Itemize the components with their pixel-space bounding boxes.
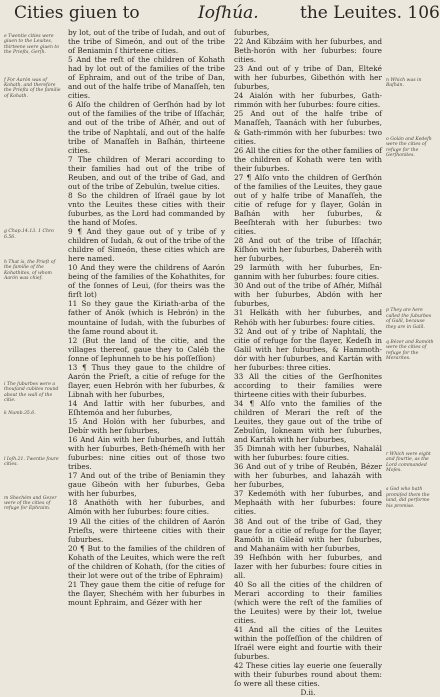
margin-note: r Which were eight and fourtie, as the Lord commanded Moſes. xyxy=(386,451,431,473)
right-text-column xyxy=(234,28,382,697)
verse: 22 And Kibzáim with her ſuburbes, and Beth-horón with her ſuburbes: foure cities. xyxy=(234,37,382,65)
verse: 20 ¶ But to the families of the children of Kohath of the Leuites, which were the reſt of the children of Kohath, (for the cities of their lot were out of the tribe of Ephraim) xyxy=(68,543,225,580)
left-text-column xyxy=(68,28,225,607)
verse: 23 And out of y tribe of Dan, Elteké with her ſuburbes, Gibethón with her ſuburbes, xyxy=(234,64,382,92)
margin-note: i The ſuburbes were a thouſand cubites round about the wall of the citie. xyxy=(4,381,59,403)
verse: 6 Alſo the children of Gerſhón had by lot out of the families of the tribe of Iſſachár, and out of the tribe of Aſhér, and out of the tribe of Naphtalí, and out of the halfe tribe of Manaſſeh in Baſhán, thirteene cities. xyxy=(68,100,225,155)
verse: 40 So all the cities of the children of Merari according to their families (which were the reſt of the families of the Leuites) were by their lot, twelue cities. xyxy=(234,579,382,626)
running-header xyxy=(0,3,440,23)
verse: ſuburbes, xyxy=(234,28,270,37)
verse: 34 ¶ Alſo vnto the families of the children of Merari the reſt of the Leuites, they gaue out of the tribe of Zebulún, Iokneam with her ſuburbes, and Kartáh with her ſuburbes, xyxy=(234,398,382,445)
verse: 25 And out of the halfe tribe of Manaſſeh, Taanách with her ſuburbes, & Gath-rimmón with her ſuburbes: two cities. xyxy=(234,109,382,146)
right-margin-notes xyxy=(386,28,436,596)
signature-mark: D.ii. xyxy=(300,688,316,697)
verse: 7 The children of Merari according to their families had out of the tribe of Reuben, and out of the tribe of Gad, and out of the tribe of Zebulún, twelue cities. xyxy=(68,154,225,191)
header-right: the Leuites. 106 xyxy=(300,3,440,23)
verse: 17 And out of the tribe of Beniamin they gaue Gibeón with her ſuburbes, Geba with her ſuburbes, xyxy=(68,471,225,499)
margin-note: p They are here called the ſuburbes of Galil, because they are in Galil. xyxy=(386,308,432,330)
verse: 15 And Holón with her ſuburbes, and Debír with her ſuburbes, xyxy=(68,417,225,436)
header-book-title: Ioſhúa. xyxy=(198,3,259,23)
verse: 37 Kedemóth with her ſuburbes, and Mephaáth with her ſuburbes: foure cities. xyxy=(234,489,382,517)
verse: 33 All the cities of the Gerſhonites according to their families were thirteene cities with their ſuburbes. xyxy=(234,371,382,399)
margin-note: n Which was in Baſhán. xyxy=(386,78,422,89)
verse: 12 (But the land of the citie, and the villages thereof, gaue they to Caléb the ſonne of Iephunneh to be his poſſeſſion) xyxy=(68,335,225,363)
margin-note: g Chap.14.13. 1 Chro 6.56. xyxy=(4,229,54,240)
verse: 14 And Iattír with her ſuburbes, and Eſhtemóa and her ſuburbes, xyxy=(68,398,225,417)
verse: 30 And out of the tribe of Aſhér, Miſhál with her ſuburbes, Abdón with her ſuburbes, xyxy=(234,281,382,309)
margin-note: s God who hath promiſed them the land, did performe his promise. xyxy=(386,487,430,509)
margin-note: l Ioſh.21. Twentie foure cities. xyxy=(4,456,59,468)
verse: 8 So the children of Iſraél gaue by lot vnto the Leuites these cities with their ſuburbes, as the Lord had commanded by the hand of Moſes. xyxy=(68,190,225,227)
verse: 26 All the cities for the other families of the children of Kohath were ten with their ſuburbes. xyxy=(234,145,382,173)
verse: by lot, out of the tribe of Iudah, and out of the tribe of Simeón, and out of the tribe of Beniamin ſ thirteene cities. xyxy=(68,28,225,56)
verse: 18 Anathóth with her ſuburbes, and Almón with her ſuburbes: foure cities. xyxy=(68,498,225,517)
margin-note: q Bézer and Ramóth were the cities of refuge for the Merarites. xyxy=(386,340,434,362)
verse: 9 ¶ And they gaue out of y tribe of y children of Iudah, & out of the tribe of the childre of Simeón, these cities which are here named. xyxy=(68,227,225,264)
verse: 42 These cities lay euerie one ſeuerally with their ſuburbes round about them: ſo were all these cities. xyxy=(234,661,382,689)
verse: 10 And they were the childrens of Aarón being of the families of the Kohathites, for of the ſonnes of Leui, (for theirs was the firſt lot) xyxy=(68,263,225,300)
verse: 35 Dimnah with her ſuburbes, Nahalál with her ſuburbes: foure cities. xyxy=(234,444,382,463)
verse: 32 And out of y tribe of Naphtalí, the citie of refuge for the ſlayer, Kedeſh in Galil with her ſuburbes, & Hammoth-dór with her ſuburbes, and Kartán with her ſuburbes: three cities. xyxy=(234,326,382,372)
verse: 28 And out of the tribe of Iſſachár, Kiſhón with her ſuburbes, Daberéh with her ſuburbes, xyxy=(234,236,382,264)
margin-note: k Numb.35.6. xyxy=(4,411,36,417)
verse: 21 They gaue them the citie of refuge for the ſlayer, Shechém with her ſuburbes in mount Ephraim, and Gézer with her xyxy=(68,579,225,607)
verse: 41 And all the cities of the Leuites within the poſſeſſion of the children of Iſraél were eight and fourtie with their ſuburbes. xyxy=(234,625,382,662)
verse: 16 And Ain with her ſuburbes, and Iuttáh with her ſuburbes, Beth-ſhémeſh with her ſuburbes: nine cities out of those two tribes. xyxy=(68,435,225,472)
verse: 11 So they gaue the Kiriath-arba of the father of Anók (which is Hebrón) in the mountaine of Iudah, with the ſuburbes of the ſame round about it. xyxy=(68,299,225,336)
verse: 27 ¶ Alſo vnto the children of Gerſhón of the families of the Leuites, they gaue out of y halfe tribe of Manaſſeh, the citie of refuge for y ſlayer, Golán in Baſhán with her ſuburbes, & Beeſhterah with her ſuburbes: two cities. xyxy=(234,172,382,237)
verse: 36 And out of y tribe of Reubén, Bézer with her ſuburbes, and Iahazáh with her ſuburbes, xyxy=(234,462,382,490)
verse: 13 ¶ Thus they gaue to the childre of Aarón the Prieſt, a citie of refuge for the ſlayer, euen Hebrón with her ſuburbes, & Libnah with her ſuburbes, xyxy=(68,362,225,399)
verse: 19 All the cities of the children of Aarón Prieſts, were thirteene cities with their ſuburbes. xyxy=(68,516,225,544)
margin-note: f For Aarón was of Kohath, and therefore the Prieſts of the familie of Kohath. xyxy=(4,77,61,99)
verse: 24 Aialón with her ſuburbes, Gath-rimmón with her ſuburbes: foure cities. xyxy=(234,91,382,110)
verse: 5 And the reſt of the children of Kohath had by lot out of the families of the tribe of Ephraim, and out of the tribe of Dan, and out of the halfe tribe of Manaſſeh, ten cities. xyxy=(68,55,225,101)
verse: 39 Heſhbón with her ſuburbes, and Iazer with her ſuburbes: foure cities in all. xyxy=(234,552,382,580)
margin-note: h That is, the Prieſt of the familie of the Kohathites, of whom Aarón was chief. xyxy=(4,260,56,282)
left-margin-notes xyxy=(4,28,62,596)
header-left: Cities giuen to xyxy=(14,3,140,23)
margin-note: e Twentie cities were giuen to the Leuites, thirteene were giuen to the Prieſts, Gerſh. xyxy=(4,34,60,56)
verse: 29 Iarmúth with her ſuburbes, En-gannim with her ſuburbes: foure cities. xyxy=(234,263,382,282)
margin-note: m Shechém and Gezer were of the cities of refuge for Ephraim. xyxy=(4,495,57,512)
margin-note: o Golán and Kedeſh were the cities of refuge for the Gerſhonites. xyxy=(386,136,432,159)
verse: 31 Helkáth with her ſuburbes, and Rehób with her ſuburbes: foure cities. xyxy=(234,308,382,327)
verse: 38 And out of the tribe of Gad, they gaue for a citie of refuge for the ſlayer, Ramóth in Gileád with her ſuburbes, and Mahanáim with her ſuburbes, xyxy=(234,516,382,553)
